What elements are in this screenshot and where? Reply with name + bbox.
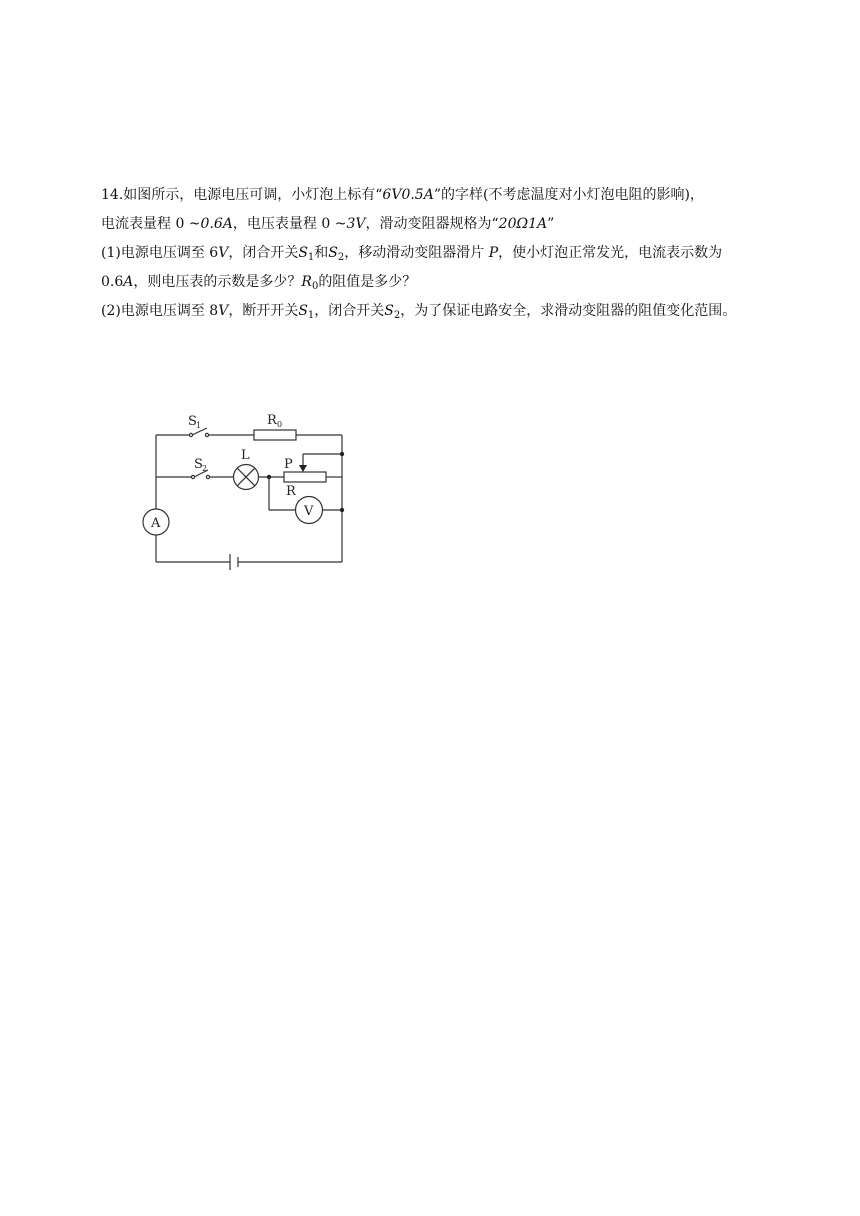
text: (2)电源电压调至 8 <box>101 303 219 319</box>
text: ，滑动变阻器规格为“ <box>365 216 499 232</box>
text: ，闭合开关 <box>228 245 299 261</box>
text: ”的字样(不考虑温度对小灯泡电阻的影响)， <box>433 187 704 203</box>
label-s1: S <box>188 414 197 429</box>
math: R <box>301 274 312 290</box>
junction-dot <box>267 475 271 479</box>
battery <box>230 554 238 570</box>
resistor-r0 <box>254 430 296 440</box>
math: 20Ω1A <box>498 216 548 232</box>
subscript: 1 <box>307 252 315 263</box>
slider-arrow-icon <box>299 465 307 472</box>
subscript: 2 <box>337 252 345 263</box>
label-r0-sub: 0 <box>277 420 283 429</box>
junction-dot <box>340 508 344 512</box>
subscript: 0 <box>311 281 319 292</box>
text: 0.6 <box>101 274 124 290</box>
math: V <box>218 245 229 261</box>
math: S <box>298 245 308 261</box>
text: ，使小灯泡正常发光，电流表示数为 <box>498 245 723 261</box>
label-ammeter: A <box>151 516 161 531</box>
question-14 <box>101 181 781 326</box>
lamp <box>234 465 259 490</box>
question-part-1-line-1 <box>101 239 781 268</box>
math: 3V <box>346 216 366 232</box>
math: S <box>328 245 338 261</box>
math: S <box>384 303 394 319</box>
text: ，移动滑动变阻器滑片 <box>344 245 489 261</box>
math: 0.6A <box>200 216 233 232</box>
text: ，为了保证电路安全，求滑动变阻器的阻值变化范围。 <box>400 303 737 319</box>
subscript: 2 <box>393 310 401 321</box>
question-part-2 <box>101 297 781 326</box>
label-voltmeter: V <box>304 504 314 519</box>
text: (1)电源电压调至 6 <box>101 245 219 261</box>
text: ” <box>547 216 555 232</box>
text: ，闭合开关 <box>314 303 385 319</box>
math: S <box>298 303 308 319</box>
question-part-1-line-2 <box>101 268 781 297</box>
text: 和 <box>314 245 329 261</box>
math: P <box>488 245 499 261</box>
text: 14.如图所示，电源电压可调，小灯泡上标有“ <box>101 187 383 203</box>
math: V <box>218 303 229 319</box>
rheostat <box>284 472 326 482</box>
text: ，电压表量程 0 ~ <box>232 216 347 232</box>
label-r0: R <box>267 413 277 428</box>
text: 的阻值是多少？ <box>318 274 417 290</box>
math: 6V0.5A <box>382 187 434 203</box>
text: ，断开开关 <box>228 303 299 319</box>
label-rheostat: R <box>286 484 296 499</box>
circuit-diagram <box>140 408 360 576</box>
text: ，则电压表的示数是多少？ <box>133 274 302 290</box>
junction-dot <box>340 452 344 456</box>
label-s2-sub: 2 <box>202 464 208 473</box>
label-lamp: L <box>241 448 250 463</box>
text: 电流表量程 0 ~ <box>101 216 201 232</box>
label-s2: S <box>194 457 203 472</box>
question-line-2 <box>101 210 781 239</box>
label-slider: P <box>284 457 293 472</box>
label-s1-sub: 1 <box>196 421 202 430</box>
math: A <box>123 274 134 290</box>
question-line-1 <box>101 181 781 210</box>
subscript: 1 <box>307 310 315 321</box>
